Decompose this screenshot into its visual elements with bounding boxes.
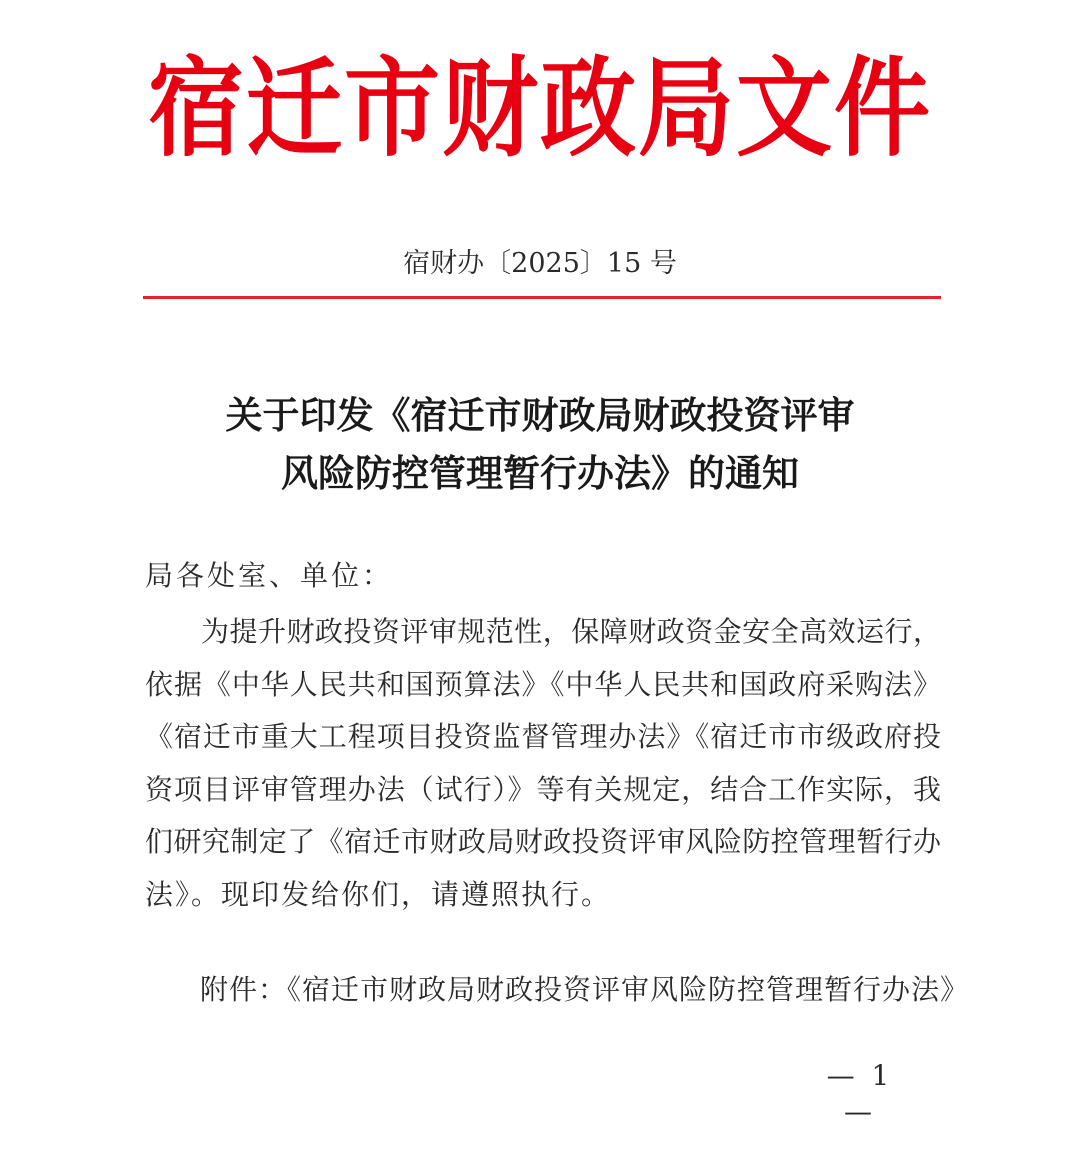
body-line-3: 《宿迁市重大工程项目投资监督管理办法》《宿迁市市级政府投 [145,720,941,753]
document-header-title: 宿迁市财政局文件 [148,44,932,172]
red-divider-line [143,296,941,299]
body-line-1: 为提升财政投资评审规范性，保障财政资金安全高效运行， [201,615,941,648]
notice-title [0,386,1080,502]
notice-title-line-1: 关于印发《宿迁市财政局财政投资评审 [225,393,855,437]
attachment-line: 附件：《宿迁市财政局财政投资评审风险防控管理暂行办法》 [200,973,970,1006]
body-line-2: 依据《中华人民共和国预算法》《中华人民共和国政府采购法》 [145,667,941,701]
body-line-5: 们研究制定了《宿迁市财政局财政投资评审风险防控管理暂行办 [145,825,941,858]
salutation: 局各处室、单位： [145,559,394,592]
body-paragraph [145,606,941,921]
page-number: — 1 — [826,1059,894,1128]
notice-title-line-2: 风险防控管理暂行办法》的通知 [281,451,799,495]
body-line-4: 资项目评审管理办法（试行）》等有关规定，结合工作实际，我 [145,772,941,806]
body-line-6: 法》。现印发给你们，请遵照执行。 [145,877,612,911]
document-number: 宿财办〔2025〕15 号 [403,248,677,279]
